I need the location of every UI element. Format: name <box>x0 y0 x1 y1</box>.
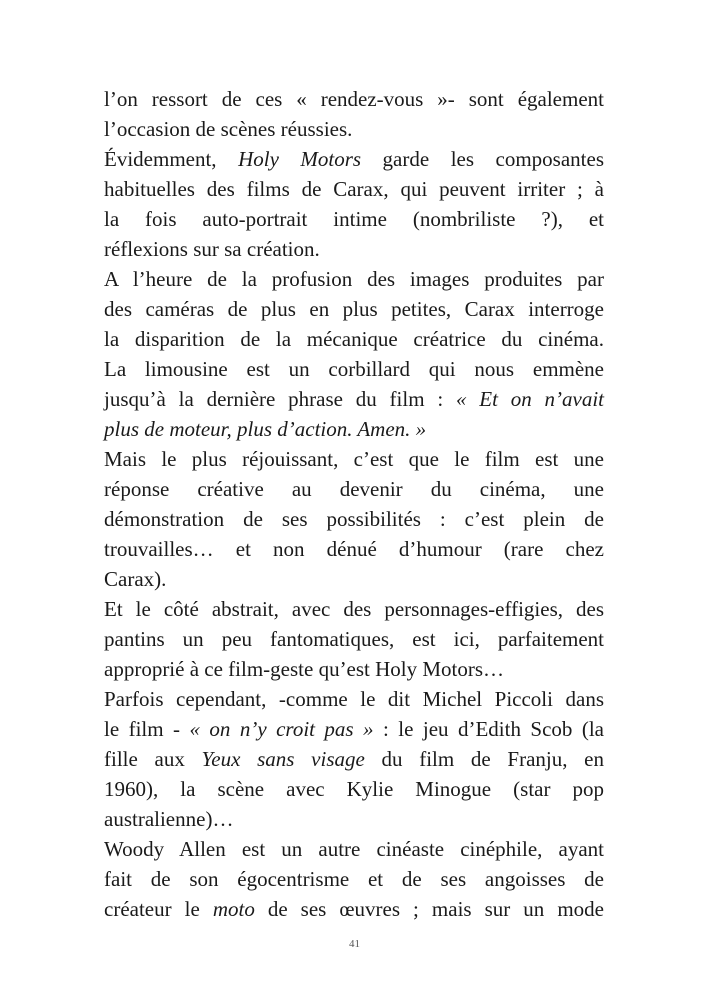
text-line <box>104 114 604 144</box>
text-line <box>104 414 604 444</box>
text-line <box>104 714 604 744</box>
text-span: 1960), la scène avec Kylie Minogue (star pop <box>104 777 604 801</box>
text-span: A l’heure de la profusion des images produites par <box>104 267 604 291</box>
text-line <box>104 174 604 204</box>
italic-text: « on n’y croit pas » <box>189 717 374 741</box>
text-span: Mais le plus réjouissant, c’est que le film est une <box>104 447 604 471</box>
italic-text: Yeux sans visage <box>201 747 365 771</box>
text-line <box>104 234 604 264</box>
text-line <box>104 384 604 414</box>
text-line <box>104 894 604 924</box>
text-span: créateur le <box>104 897 213 921</box>
text-span: : le jeu d’Edith Scob (la <box>373 717 604 741</box>
text-span: jusqu’à la dernière phrase du film : <box>104 387 456 411</box>
text-line <box>104 864 604 894</box>
text-line <box>104 594 604 624</box>
text-line <box>104 504 604 534</box>
text-span: australienne)… <box>104 807 234 831</box>
text-span: Parfois cependant, -comme le dit Michel Piccoli dans <box>104 687 604 711</box>
text-line <box>104 684 604 714</box>
text-span: de ses œuvres ; mais sur un mode <box>254 897 604 921</box>
text-line <box>104 774 604 804</box>
italic-text: plus de moteur, plus d’action. Amen. » <box>104 417 427 441</box>
text-span: trouvailles… et non dénué d’humour (rare chez <box>104 537 604 561</box>
text-span: pantins un peu fantomatiques, est ici, parfaitement <box>104 627 604 651</box>
page-number: 41 <box>349 938 360 950</box>
text-span: démonstration de ses possibilités : c’est plein de <box>104 507 604 531</box>
text-span: fait de son égocentrisme et de ses angoisses de <box>104 867 604 891</box>
text-span: réflexions sur sa création. <box>104 237 320 261</box>
text-span: des caméras de plus en plus petites, Carax interroge <box>104 297 604 321</box>
text-line <box>104 624 604 654</box>
text-span: Et le côté abstrait, avec des personnages-effigies, des <box>104 597 604 621</box>
text-line <box>104 84 604 114</box>
text-line <box>104 534 604 564</box>
text-span: fille aux <box>104 747 202 771</box>
text-line <box>104 744 604 774</box>
text-span: garde les composantes <box>361 147 604 171</box>
text-span: du film de Franju, en <box>364 747 605 771</box>
text-line <box>104 444 604 474</box>
text-line <box>104 264 604 294</box>
text-span: l’on ressort de ces « rendez-vous »- sont également <box>104 87 604 111</box>
text-span: réponse créative au devenir du cinéma, une <box>104 477 604 501</box>
text-line <box>104 354 604 384</box>
text-line <box>104 294 604 324</box>
text-span: approprié à ce film-geste qu’est Holy Motors… <box>104 657 505 681</box>
text-span: Évidemment, <box>104 147 239 171</box>
text-span: Woody Allen est un autre cinéaste cinéphile, ayant <box>104 837 604 861</box>
text-line <box>104 204 604 234</box>
text-span: Carax). <box>104 567 167 591</box>
text-line <box>104 324 604 354</box>
text-line <box>104 654 604 684</box>
text-span: l’occasion de scènes réussies. <box>104 117 353 141</box>
text-line <box>104 804 604 834</box>
text-line <box>104 474 604 504</box>
text-span: habituelles des films de Carax, qui peuvent irriter ; à <box>104 177 604 201</box>
text-line <box>104 144 604 174</box>
italic-text: « Et on n’avait <box>455 387 604 411</box>
italic-text: Holy Motors <box>238 147 362 171</box>
text-line <box>104 834 604 864</box>
text-span: la disparition de la mécanique créatrice du cinéma. <box>104 327 604 351</box>
italic-text: moto <box>212 897 255 921</box>
text-span: La limousine est un corbillard qui nous emmène <box>104 357 604 381</box>
text-span: la fois auto-portrait intime (nombriliste ?), et <box>104 207 604 231</box>
text-line <box>104 564 604 594</box>
text-span: le film - <box>104 717 190 741</box>
